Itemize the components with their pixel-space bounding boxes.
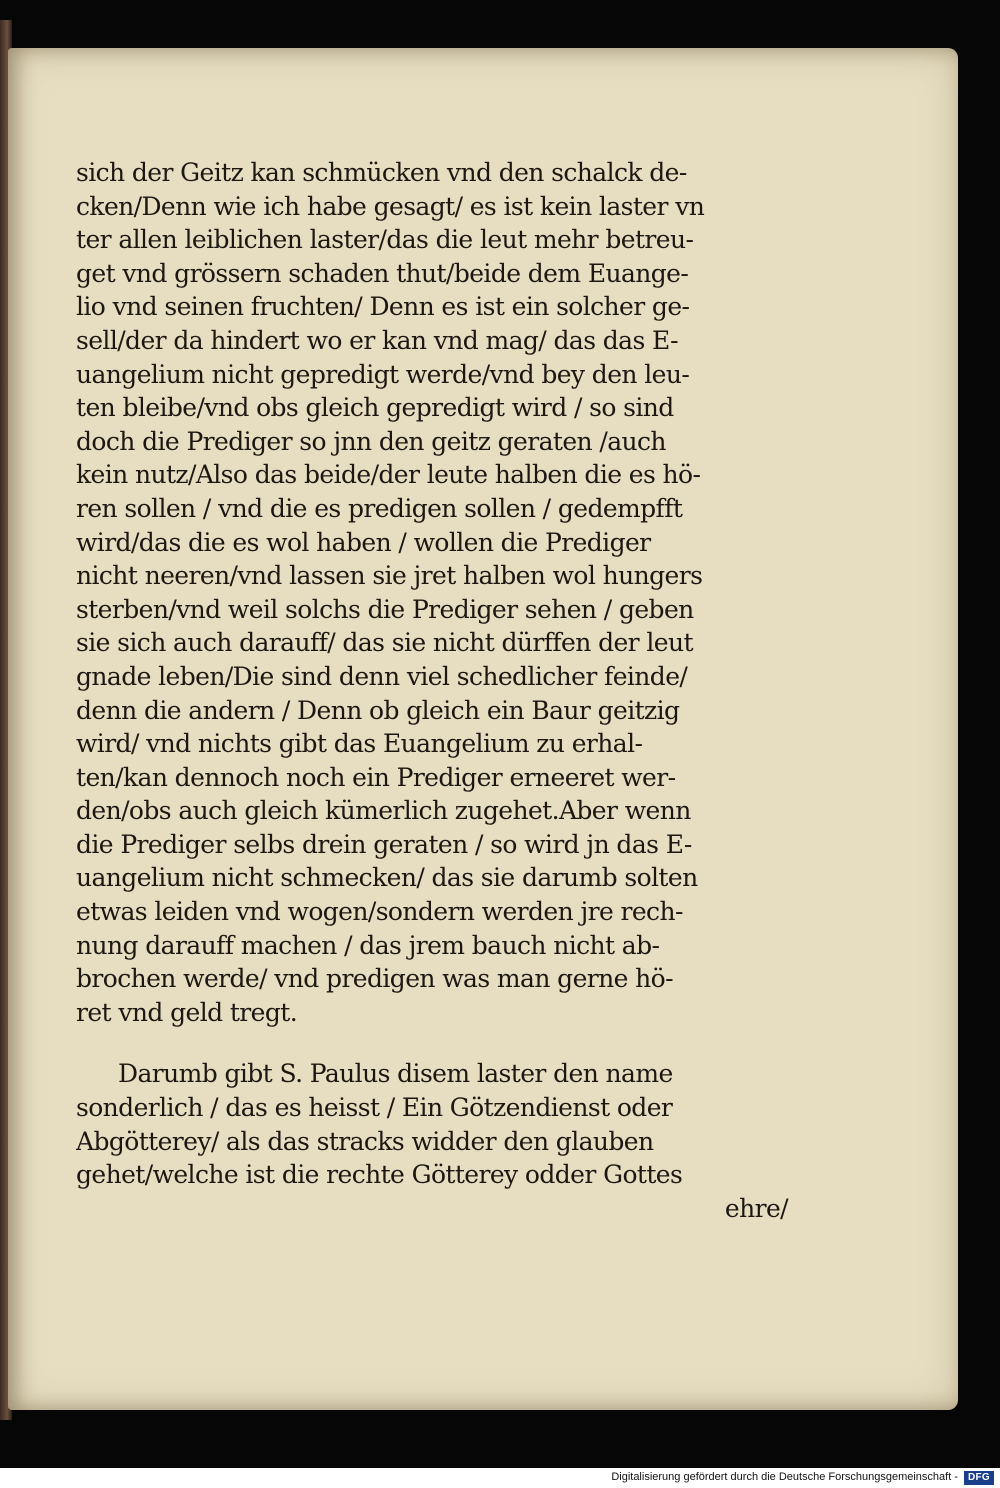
catchword: ehre/ (724, 1193, 788, 1223)
text-line: ten/kan dennoch noch ein Prediger erneeret wer- (76, 762, 676, 792)
text-line: ret vnd geld tregt. (76, 997, 298, 1027)
text-line: wird/das die es wol haben / wollen die Prediger (76, 527, 651, 557)
text-line: gnade leben/Die sind denn viel schedlicher feinde/ (76, 661, 688, 691)
text-line: ten bleibe/vnd obs gleich gepredigt wird / so sind (76, 393, 674, 423)
text-line: wird/ vnd nichts gibt das Euangelium zu erhal- (76, 729, 643, 759)
text-line: uangelium nicht gepredigt werde/vnd bey den leu- (76, 359, 690, 389)
text-line: etwas leiden vnd wogen/sondern werden jre rech- (76, 897, 683, 927)
text-line: kein nutz/Also das beide/der leute halben die es hö- (76, 460, 701, 490)
text-line: get vnd grössern schaden thut/beide dem Euange- (76, 258, 689, 288)
text-line: Darumb gibt S. Paulus disem laster den name (118, 1059, 673, 1089)
text-block (76, 156, 796, 1225)
text-line: cken/Denn wie ich habe gesagt/ es ist kein laster vn (76, 191, 705, 221)
text-line: ter allen leiblichen laster/das die leut mehr betreu- (76, 225, 694, 255)
text-line: denn die andern / Denn ob gleich ein Baur geitzig (76, 695, 680, 725)
text-line: doch die Prediger so jnn den geitz geraten /auch (76, 426, 666, 456)
text-line: den/obs auch gleich kümerlich zugehet.Aber wenn (76, 796, 691, 826)
text-line: sich der Geitz kan schmücken vnd den schalck de- (76, 158, 687, 187)
book-page (8, 48, 958, 1410)
text-line: uangelium nicht schmecken/ das sie darumb solten (76, 863, 698, 893)
text-line: lio vnd seinen fruchten/ Denn es ist ein solcher ge- (76, 292, 690, 322)
text-line: Abgötterey/ als das stracks widder den glauben (76, 1126, 654, 1156)
paragraph-2 (76, 1057, 796, 1191)
text-line: sell/der da hindert wo er kan vnd mag/ das das E- (76, 325, 679, 355)
footer-bar (0, 1468, 1000, 1488)
text-line: die Prediger selbs drein geraten / so wird jn das E- (76, 829, 692, 859)
text-line: sonderlich / das es heisst / Ein Götzendienst oder (76, 1093, 673, 1123)
text-line: nicht neeren/vnd lassen sie jret halben wol hungers (76, 561, 703, 591)
dfg-logo: DFG (964, 1471, 994, 1485)
text-line: nung darauff machen / das jrem bauch nicht ab- (76, 930, 660, 960)
text-line: sterben/vnd weil solchs die Prediger sehen / geben (76, 594, 694, 624)
text-line: sie sich auch darauff/ das sie nicht dürffen der leut (76, 628, 693, 658)
text-line: ren sollen / vnd die es predigen sollen / gedempfft (76, 493, 683, 523)
paragraph-gap (76, 1029, 796, 1057)
funding-credit: Digitalisierung gefördert durch die Deutsche Forschungsgemeinschaft - (611, 1471, 958, 1483)
text-line: brochen werde/ vnd predigen was man gerne hö- (76, 964, 673, 994)
paragraph-1 (76, 156, 796, 1029)
text-line: gehet/welche ist die rechte Götterey odder Gottes (76, 1160, 683, 1190)
